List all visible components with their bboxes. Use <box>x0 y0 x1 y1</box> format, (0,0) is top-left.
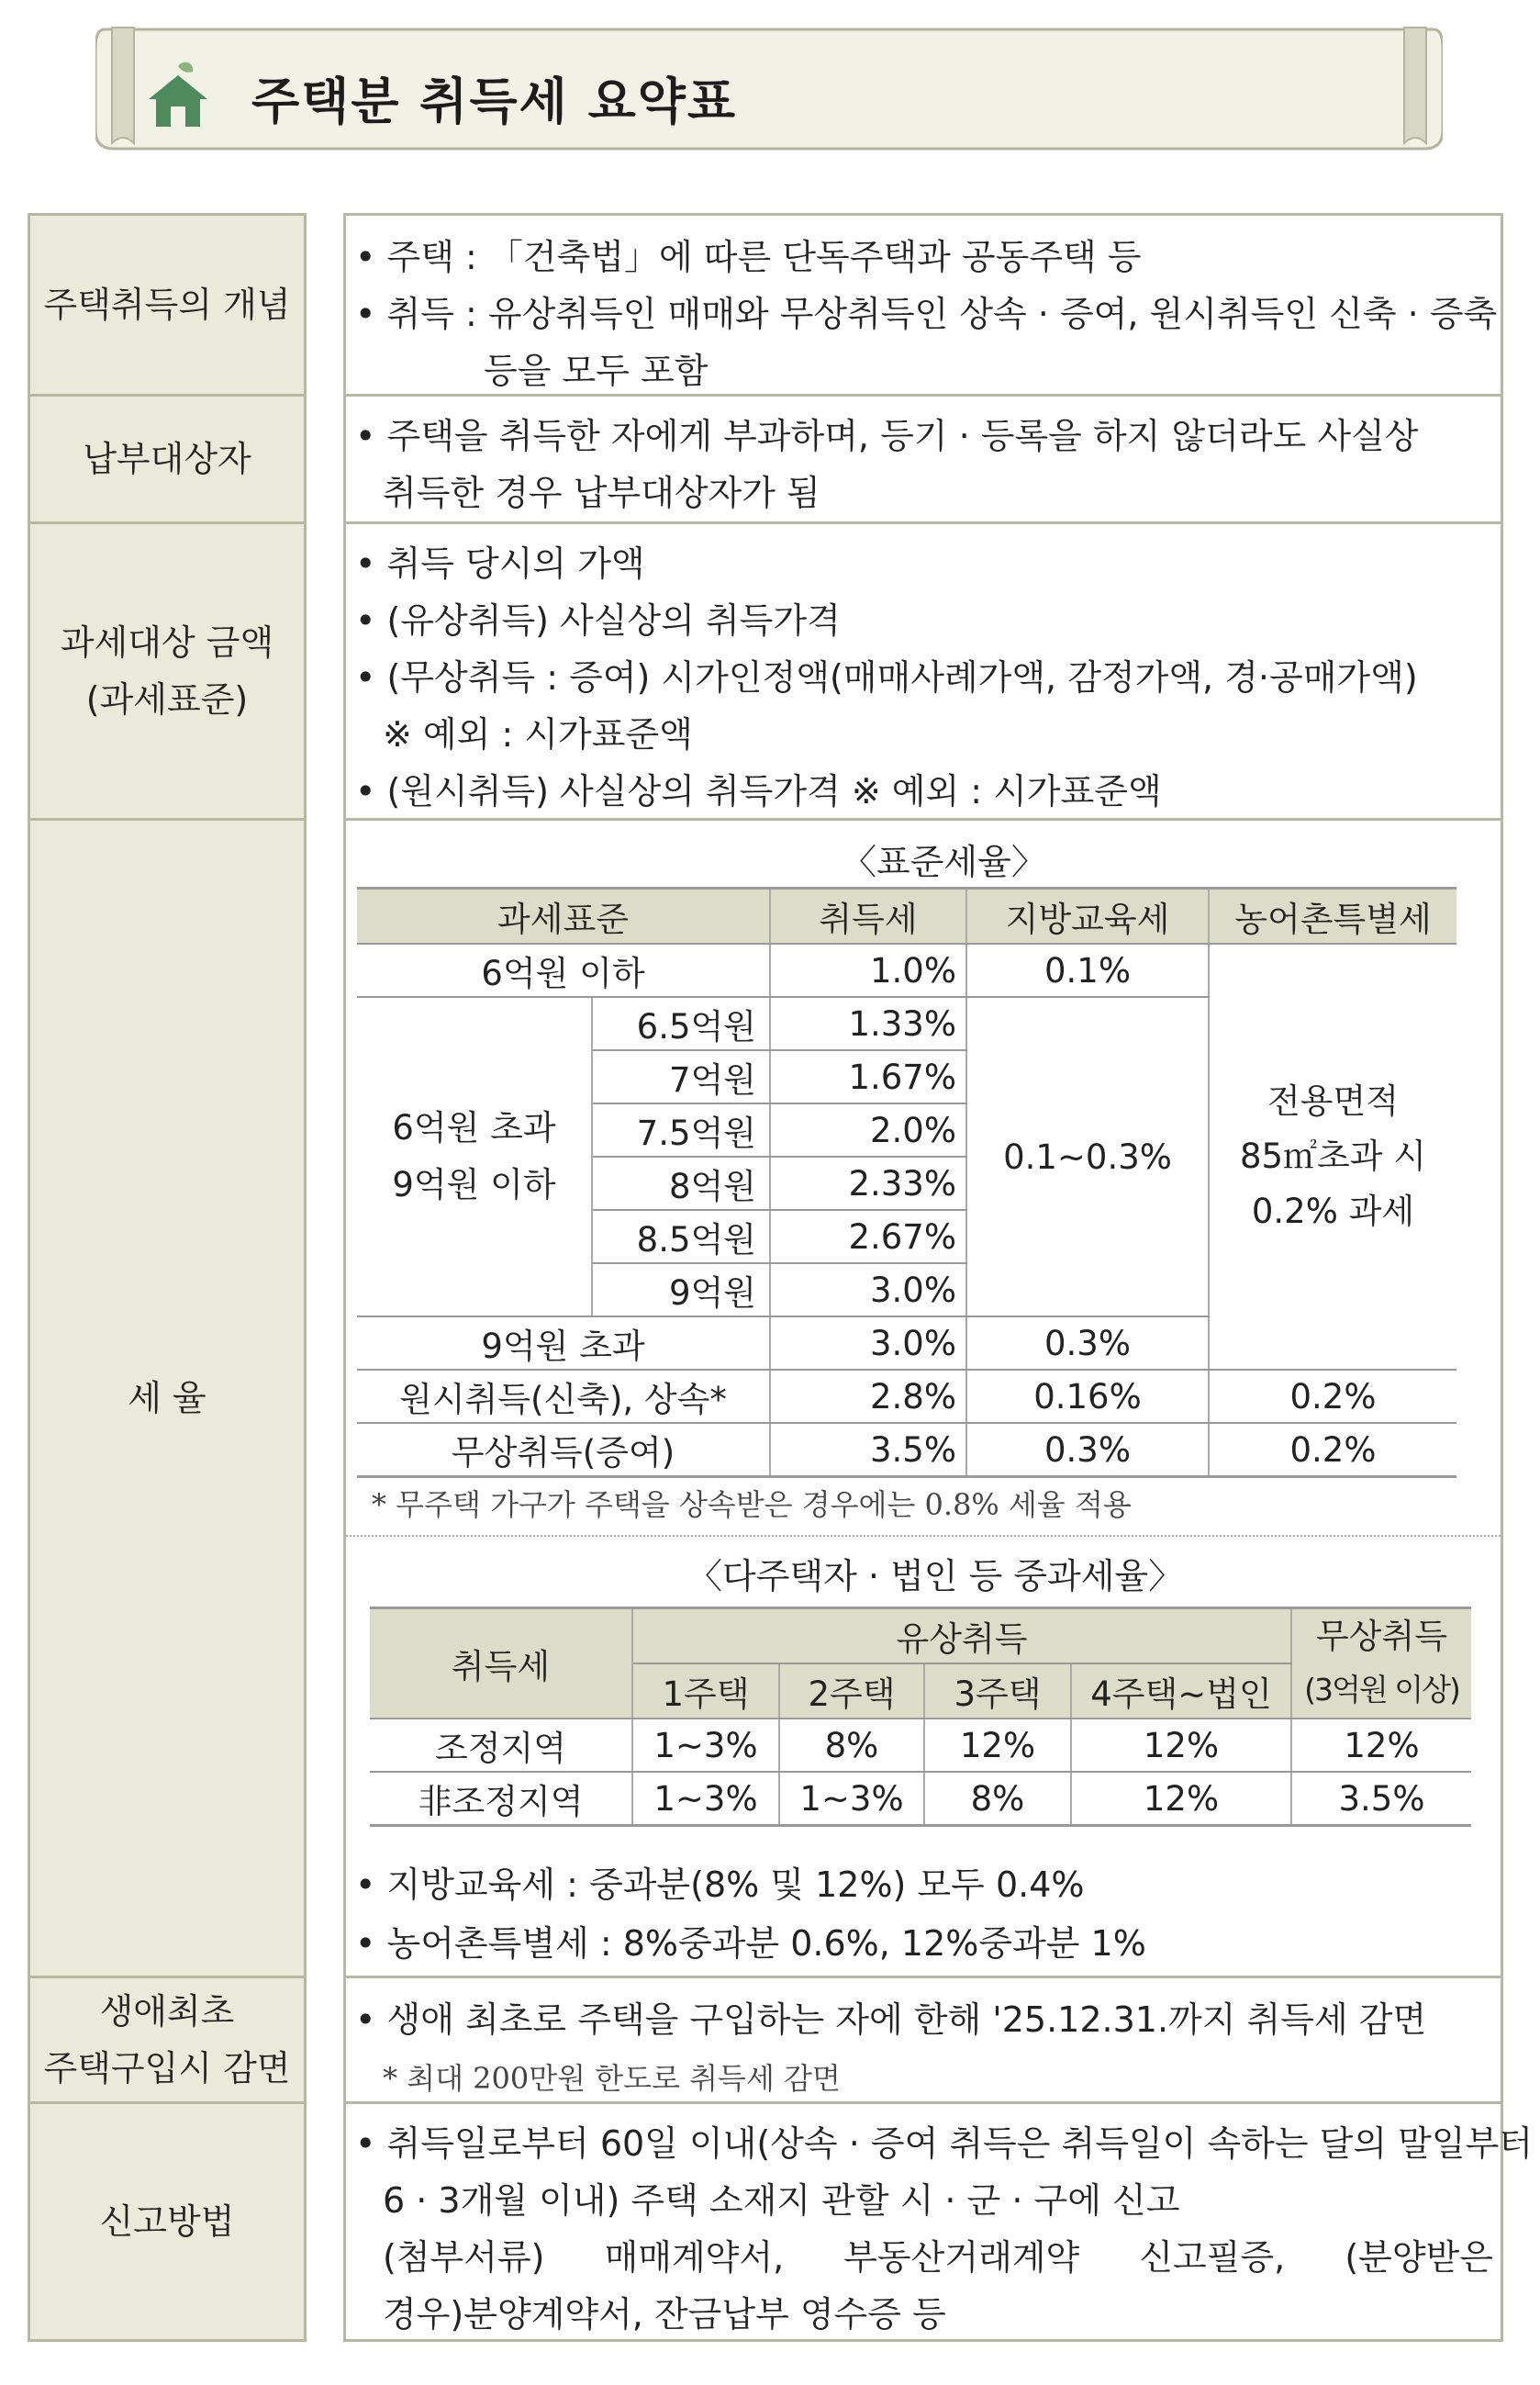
label-base <box>28 521 307 821</box>
heavy-note-2: • 농어촌특별세 : 8%중과분 0.6%, 12%중과분 1% <box>355 1923 1146 1964</box>
taxpayer-line-2: 취득한 경우 납부대상자가 됨 <box>383 473 820 513</box>
header-paid: 유상취득 <box>632 1608 1291 1664</box>
cell-acq: 2.33% <box>770 1157 966 1210</box>
cell-c2: 8% <box>779 1719 924 1772</box>
report-attachments <box>383 2229 1493 2279</box>
standard-rate-table <box>357 887 1456 1478</box>
cell-sub: 7억원 <box>592 1050 770 1103</box>
header-h3: 3주택 <box>924 1663 1071 1719</box>
cell-sub: 8억원 <box>592 1157 770 1210</box>
table-row <box>357 944 1456 997</box>
label-first-2: 주택구입시 감면 <box>43 2048 291 2088</box>
content-taxpayer <box>343 394 1503 524</box>
header-base: 과세표준 <box>357 889 770 945</box>
cell-sub: 8.5억원 <box>592 1210 770 1263</box>
row-concept <box>28 213 1503 397</box>
rural-note-2: 85㎡초과 시 <box>1239 1137 1427 1176</box>
content-first-home <box>343 1976 1503 2104</box>
home-icon <box>143 61 213 130</box>
cell-rural: 0.2% <box>1209 1423 1456 1477</box>
standard-header-row <box>357 889 1456 945</box>
cell-sub: 6.5억원 <box>592 997 770 1050</box>
cell-edu: 0.3% <box>966 1316 1209 1370</box>
page-title: 주택분 취득세 요약표 <box>251 73 738 130</box>
standard-rate-title: 〈표준세율〉 <box>842 842 1046 882</box>
label-base-1: 과세대상 금액 <box>60 622 274 663</box>
cell-mid-edu: 0.1~0.3% <box>966 997 1209 1316</box>
first-home-line: • 생애 최초로 주택을 구입하는 자에 한해 '25.12.31.까지 취득세 감면 <box>355 1999 1427 2040</box>
cell-edu: 0.16% <box>966 1370 1209 1423</box>
cell-c4: 12% <box>1071 1719 1291 1772</box>
table-row <box>357 1423 1456 1477</box>
rural-note-1: 전용면적 <box>1267 1081 1399 1121</box>
label-taxpayer: 납부대상자 <box>28 394 307 524</box>
cell-base: 9억원 초과 <box>357 1316 770 1370</box>
header-free-2: (3억원 이상) <box>1304 1672 1459 1708</box>
base-line-5: • (원시취득) 사실상의 취득가격 ※ 예외 : 시가표준액 <box>355 771 1162 812</box>
cell-edu: 0.3% <box>966 1423 1209 1477</box>
cell-sub: 7.5억원 <box>592 1103 770 1157</box>
cell-c2: 1~3% <box>779 1772 924 1826</box>
header-h4: 4주택~법인 <box>1071 1663 1291 1719</box>
report-line-2: 6 · 3개월 이내) 주택 소재지 관할 시 · 군 · 구에 신고 <box>383 2180 1180 2221</box>
report-attach-1: 매매계약서, <box>604 2237 785 2278</box>
rural-note-3: 0.2% 과세 <box>1251 1192 1415 1231</box>
cell-area: 非조정지역 <box>370 1772 632 1826</box>
label-rate: 세 율 <box>28 818 307 1978</box>
concept-line-1: • 주택 : 「건축법」에 따른 단독주택과 공동주택 등 <box>355 237 1142 277</box>
cell-c5: 12% <box>1291 1719 1471 1772</box>
taxpayer-line-1: • 주택을 취득한 자에게 부과하며, 등기 · 등록을 하지 않더라도 사실상 <box>355 416 1419 456</box>
cell-acq: 2.0% <box>770 1103 966 1157</box>
header-free <box>1291 1608 1471 1719</box>
header-h2: 2주택 <box>779 1663 924 1719</box>
table-row <box>370 1772 1471 1826</box>
content-report <box>343 2101 1533 2342</box>
table-row <box>357 1370 1456 1423</box>
cell-base: 원시취득(신축), 상속* <box>357 1370 770 1423</box>
cell-acq: 3.0% <box>770 1263 966 1316</box>
cell-rural-note <box>1209 944 1456 1370</box>
row-first-home <box>28 1976 1503 2104</box>
table-row <box>370 1719 1471 1772</box>
concept-line-2: • 취득 : 유상취득인 매매와 무상취득인 상속 · 증여, 원시취득인 신축 · 증축 <box>355 294 1498 334</box>
label-report: 신고방법 <box>28 2101 307 2342</box>
content-concept <box>343 213 1503 397</box>
cell-c1: 1~3% <box>632 1719 779 1772</box>
report-attach-2: 부동산거래계약 <box>843 2237 1080 2278</box>
header-h1: 1주택 <box>632 1663 779 1719</box>
label-first-1: 생애최초 <box>99 1991 235 2032</box>
cell-acq: 1.67% <box>770 1050 966 1103</box>
cell-area: 조정지역 <box>370 1719 632 1772</box>
standard-rate-note: * 무주택 가구가 주택을 상속받은 경우에는 0.8% 세율 적용 <box>372 1487 1132 1522</box>
heavy-note-1: • 지방교육세 : 중과분(8% 및 12%) 모두 0.4% <box>355 1864 1085 1905</box>
header-tax: 취득세 <box>370 1608 632 1719</box>
header-rural: 농어촌특별세 <box>1209 889 1456 945</box>
cell-acq: 2.8% <box>770 1370 966 1423</box>
cell-acq: 1.33% <box>770 997 966 1050</box>
content-base <box>343 521 1503 821</box>
label-base-2: (과세표준) <box>85 679 249 720</box>
header-acq: 취득세 <box>770 889 966 945</box>
base-line-4: ※ 예외 : 시가표준액 <box>383 714 693 755</box>
row-base <box>28 521 1503 821</box>
row-rate <box>28 818 1503 1978</box>
cell-base: 무상취득(증여) <box>357 1423 770 1477</box>
header-free-1: 무상취득 <box>1316 1617 1447 1656</box>
report-attach-label: (첨부서류) <box>383 2237 545 2278</box>
cell-base: 6억원 이하 <box>357 944 770 997</box>
label-concept: 주택취득의 개념 <box>28 213 307 397</box>
cell-c1: 1~3% <box>632 1772 779 1826</box>
cell-acq: 1.0% <box>770 944 966 997</box>
divider <box>346 1535 1501 1537</box>
title-banner <box>95 20 1443 158</box>
base-line-1: • 취득 당시의 가액 <box>355 543 645 584</box>
cell-acq: 2.67% <box>770 1210 966 1263</box>
cell-sub: 9억원 <box>592 1263 770 1316</box>
mid-label-2: 9억원 이하 <box>392 1165 556 1204</box>
label-first-home <box>28 1976 307 2104</box>
heavy-header-row-1 <box>370 1608 1471 1664</box>
base-line-2: • (유상취득) 사실상의 취득가격 <box>355 600 841 641</box>
report-attach-3: 신고필증, <box>1139 2237 1286 2278</box>
header-edu: 지방교육세 <box>966 889 1209 945</box>
cell-acq: 3.0% <box>770 1316 966 1370</box>
row-taxpayer <box>28 394 1503 524</box>
cell-mid-label <box>357 997 592 1316</box>
content-rate <box>343 818 1503 1978</box>
base-line-3: • (무상취득 : 증여) 시가인정액(매매사례가액, 감정가액, 경·공매가액) <box>355 657 1418 698</box>
report-attach-4: (분양받은 <box>1345 2237 1493 2278</box>
cell-c3: 8% <box>924 1772 1071 1826</box>
concept-line-3: 등을 모두 포함 <box>484 351 709 391</box>
mid-label-1: 6억원 초과 <box>392 1108 556 1148</box>
first-home-note: * 최대 200만원 한도로 취득세 감면 <box>383 2061 841 2096</box>
cell-edu: 0.1% <box>966 944 1209 997</box>
report-line-4: 경우)분양계약서, 잔금납부 영수증 등 <box>383 2294 946 2335</box>
cell-c3: 12% <box>924 1719 1071 1772</box>
heavy-rate-title: 〈다주택자 · 법인 등 중과세율〉 <box>687 1556 1184 1596</box>
cell-c5: 3.5% <box>1291 1772 1471 1826</box>
heavy-rate-table <box>370 1607 1471 1827</box>
report-line-1: • 취득일로부터 60일 이내(상속 · 증여 취득은 취득일이 속하는 달의 말일부터 <box>355 2123 1533 2164</box>
cell-rural: 0.2% <box>1209 1370 1456 1423</box>
cell-c4: 12% <box>1071 1772 1291 1826</box>
row-report <box>28 2101 1533 2342</box>
cell-acq: 3.5% <box>770 1423 966 1477</box>
